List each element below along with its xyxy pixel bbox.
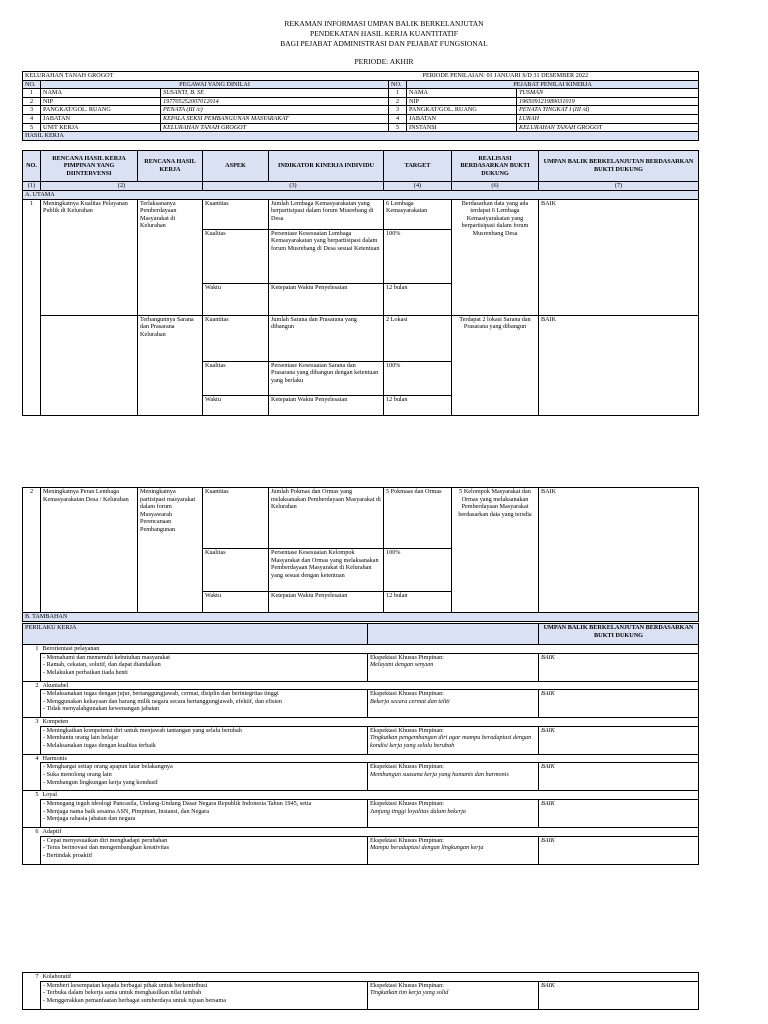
ekspektasi-label: Ekspektasi Khusus Pimpinan:: [370, 726, 444, 734]
perilaku-umpan: BAIK: [539, 981, 699, 1009]
aspek: Waktu: [203, 395, 269, 415]
perilaku-point: - Membantu orang lain belajar: [43, 734, 119, 742]
aspek: Kuantitas: [203, 199, 269, 229]
target: 5 Pokmaas dan Ormas: [384, 488, 452, 549]
umpan-balik: BAIK: [539, 199, 699, 315]
col-no: NO.: [389, 80, 407, 89]
perilaku-umpan: BAIK: [539, 763, 699, 791]
perilaku-point: - Suka menolong orang lain: [43, 770, 112, 778]
info-value: 197705252007012014: [161, 97, 389, 106]
col-num: (6): [452, 182, 539, 191]
ekspektasi-value: Tingkatkan pengembangan diri agar mampu beradaptasi dengan kondisi kerja yang selalu berubah: [370, 734, 532, 749]
hasil-kerja-table-continued: [22, 487, 699, 622]
perilaku-kerja-table: [22, 623, 699, 865]
info-value: KEPALA SEKSI PEMBANGUNAN MASYARAKAT: [161, 114, 389, 123]
col-aspek-header: ASPEK: [203, 151, 269, 182]
ekspektasi-label: Ekspektasi Khusus Pimpinan:: [370, 981, 444, 989]
indikator: Ketepatan Waktu Penyelesaian: [269, 395, 384, 415]
ekspektasi-label: Ekspektasi Khusus Pimpinan:: [370, 836, 444, 844]
info-no: 5: [389, 123, 407, 132]
ekspektasi-cell: [368, 799, 539, 827]
info-value: SUSANTI, B. SE: [161, 89, 389, 98]
perilaku-name: Kompeten: [41, 718, 699, 727]
perilaku-no-spacer: [23, 799, 41, 827]
perilaku-points: [41, 763, 368, 791]
hasil-kerja-table: [22, 150, 699, 416]
info-no: 2: [389, 97, 407, 106]
perilaku-no-spacer: [23, 726, 41, 754]
section-utama: A. UTAMA: [23, 191, 699, 200]
perilaku-point: - Menjaga rahasia jabatan dan negara: [43, 815, 136, 823]
row-no: 1: [23, 199, 41, 415]
perilaku-blank: [368, 624, 539, 645]
col-rhk-header: RENCANA HASIL KERJA: [138, 151, 203, 182]
col-no-header: NO.: [23, 151, 41, 182]
perilaku-point: - Tidak menyalahgunakan kewenangan jabatan: [43, 705, 160, 713]
info-no: 3: [23, 106, 41, 115]
indikator: Jumlah Lembaga Kemasyarakatan yang berpartisipasi dalam forum Musrebang di Desa: [269, 199, 384, 229]
rhk-pimpinan: Meningkatnya Peran Lembaga Kemasyarakatan Desa / Kelurahan: [41, 488, 138, 613]
perilaku-point: - Cepat menyesuaikan diri menghadapi perubahan: [43, 836, 168, 844]
ekspektasi-cell: [368, 763, 539, 791]
info-no: 4: [389, 114, 407, 123]
ekspektasi-cell: [368, 981, 539, 1009]
target: 100%: [384, 229, 452, 283]
target: 12 bulan: [384, 283, 452, 315]
col-num: (2): [41, 182, 203, 191]
perilaku-kerja-table-continued: [22, 972, 699, 1010]
perilaku-points: [41, 653, 368, 681]
col-realisasi-header: REALISASI BERDASARKAN BUKTI DUKUNG: [452, 151, 539, 182]
ekspektasi-label: Ekspektasi Khusus Pimpinan:: [370, 653, 444, 661]
perilaku-point: - Menggerakkan pemanfaatan berbagai sumberdaya untuk tujuan bersama: [43, 996, 226, 1004]
perilaku-umpan: BAIK: [539, 836, 699, 864]
perilaku-point: - Membangun lingkungan kerja yang kondusif: [43, 778, 158, 786]
perilaku-point: - Ramah, cekatan, solutif, dan dapat diandalkan: [43, 661, 161, 669]
perilaku-name: Akuntabel: [41, 681, 699, 690]
perilaku-point: - Menghargai setiap orang apapun latar belakangnya: [43, 763, 173, 771]
col-num: (3): [203, 182, 384, 191]
section-tambahan: B. TAMBAHAN: [23, 613, 699, 622]
perilaku-point: - Melaksanakan tugas dengan jujur, bertanggungjawab, cermat, disiplin dan berintegritas tinggi: [43, 690, 279, 698]
realisasi: Berdasarkan data yang ada terdapat 6 Lembaga Kemasiyarakatan yang berpartisipasi dalam forum Musrenbang Desa: [452, 199, 539, 315]
perilaku-points: [41, 799, 368, 827]
info-label: JABATAN: [407, 114, 517, 123]
perilaku-no-spacer: [23, 981, 41, 1009]
info-value: 196509121989031019: [517, 97, 699, 106]
info-no: 1: [389, 89, 407, 98]
indikator: Persentase Kesesuaian Lembaga Kemasyarakatan yang berpartisipasi dalam forum Musrebang di Desa sesuai Ketentuan: [269, 229, 384, 283]
perilaku-point: - Menjaga nama baik sesama ASN, Pimpinan, Instansi, dan Negara: [43, 807, 209, 815]
indikator: Jumlah Sarana dan Prasarana yang dibangun: [269, 315, 384, 361]
perilaku-no-spacer: [23, 653, 41, 681]
perilaku-point: - Melakukan perbaikan tiada henti: [43, 668, 128, 676]
info-label: INSTANSI: [407, 123, 517, 132]
perilaku-point: - Memberi kesempatan kepada berbagai pihak untuk berkontribusi: [43, 981, 208, 989]
ekspektasi-value: Mampu beradaptasi dengan lingkungan kerja: [370, 844, 484, 852]
perilaku-title: PERILAKU KERJA: [23, 624, 368, 645]
doc-subtitle-2: BAGI PEJABAT ADMINISTRASI DAN PEJABAT FUNGSIONAL: [280, 39, 488, 48]
info-value: TUSMAN: [517, 89, 699, 98]
target: 12 bulan: [384, 592, 452, 613]
perilaku-points: [41, 981, 368, 1009]
ekspektasi-cell: [368, 653, 539, 681]
perilaku-no: 1: [23, 645, 41, 654]
aspek: Kualitas: [203, 549, 269, 592]
info-value: PENATA (III /c): [161, 106, 389, 115]
target: 100%: [384, 361, 452, 395]
info-no: 3: [389, 106, 407, 115]
indikator: Jumlah Pokmas dan Ormas yang melaksanakan Pemberdayaan Masyarakat di Kelurahan: [269, 488, 384, 549]
perilaku-umpan: BAIK: [539, 690, 699, 718]
perilaku-umpan: BAIK: [539, 726, 699, 754]
perilaku-no: 5: [23, 791, 41, 800]
doc-title: REKAMAN INFORMASI UMPAN BALIK BERKELANJUTAN: [284, 19, 484, 28]
info-no: 2: [23, 97, 41, 106]
periode-penilaian: PERIODE PENILAIAN: 01 JANUARI S/D 31 DESEMBER 2022: [389, 72, 699, 81]
perilaku-point: - Melaksanakan tugas dengan kualitas terbaik: [43, 741, 156, 749]
perilaku-point: - Menggunakan kekayaan dan barang milik negara secara bertanggungjawab, efektif, dan efisien: [43, 697, 282, 705]
unit-name: KELURAHAN TANAH GROGOT: [23, 72, 389, 81]
perilaku-point: - Meningkatkan kompetensi diri untuk menjawab tantangan yang selalu berubah: [43, 726, 242, 734]
perilaku-name: Kolaboratif: [41, 973, 699, 982]
realisasi: 5 Kelompok Masyarakat dan Ormas yang melaksanakan Pemberdayaan Masyarakat berdasarkan data yang tersdia: [452, 488, 539, 613]
rhk-pimpinan: [41, 315, 138, 415]
perilaku-name: Harmonis: [41, 754, 699, 763]
aspek: Kuantitas: [203, 488, 269, 549]
perilaku-point: - Terbuka dalam bekerja sama untuk menghasilkan nilai tambah: [43, 989, 202, 997]
perilaku-name: Adaptif: [41, 827, 699, 836]
ekspektasi-value: Bekerja secara cermat dan teliti: [370, 697, 450, 705]
target: 12 bulan: [384, 395, 452, 415]
col-indikator-header: INDIKATOR KINERJA INDIVIDU: [269, 151, 384, 182]
perilaku-no: 7: [23, 973, 41, 982]
perilaku-umpan-header: UMPAN BALIK BERKELANJUTAN BERDASARKAN BUKTI DUKUNG: [539, 624, 699, 645]
umpan-balik: BAIK: [539, 315, 699, 415]
perilaku-no-spacer: [23, 836, 41, 864]
pejabat-title: PEJABAT PENILAI KINERJA: [407, 80, 699, 89]
perilaku-point: - Bertindak proaktif: [43, 851, 93, 859]
indikator: Ketepatan Waktu Penyelesaian: [269, 283, 384, 315]
col-num: (1): [23, 182, 41, 191]
col-num: (4): [384, 182, 452, 191]
ekspektasi-label: Ekspektasi Khusus Pimpinan:: [370, 763, 444, 771]
ekspektasi-label: Ekspektasi Khusus Pimpinan:: [370, 690, 444, 698]
perilaku-points: [41, 690, 368, 718]
ekspektasi-value: Melayani dengan senyum: [370, 661, 434, 669]
aspek: Waktu: [203, 283, 269, 315]
col-target-header: TARGET: [384, 151, 452, 182]
target: 2 Lokasi: [384, 315, 452, 361]
perilaku-no: 3: [23, 718, 41, 727]
info-label: PANGKAT/GOL. RUANG: [41, 106, 161, 115]
aspek: Kualitas: [203, 361, 269, 395]
info-label: JABATAN: [41, 114, 161, 123]
info-table: [22, 71, 699, 141]
target: 100%: [384, 549, 452, 592]
col-no: NO.: [23, 80, 41, 89]
section-hasil-kerja: HASIL KERJA: [23, 132, 699, 141]
pegawai-title: PEGAWAI YANG DINILAI: [41, 80, 389, 89]
rhk: Terlaksananya Pemberdayaan Masyarakat di Kelurahan: [138, 199, 203, 315]
info-value: PENATA TINGKAT I (III /d): [517, 106, 699, 115]
rhk: Terbangunnya Sarana dan Prasarana Kelurahan: [138, 315, 203, 415]
perilaku-no-spacer: [23, 690, 41, 718]
perilaku-name: Berorientasi pelayanan: [41, 645, 699, 654]
ekspektasi-value: Membangun suasana kerja yang humanis dan harmonis: [370, 770, 509, 778]
perilaku-no: 4: [23, 754, 41, 763]
perilaku-point: - Memahami dan memenuhi kebutuhan masyarakat: [43, 653, 170, 661]
indikator: Persentase Kesesuaian Sarana dan Prasarana yang dibangun dengan ketentuan yang berlaku: [269, 361, 384, 395]
perilaku-umpan: BAIK: [539, 799, 699, 827]
info-value: KELURAHAN TANAH GROGOT: [517, 123, 699, 132]
info-no: 5: [23, 123, 41, 132]
perilaku-umpan: BAIK: [539, 653, 699, 681]
doc-periode: PERIODE: AKHIR: [354, 57, 414, 66]
info-label: NIP: [41, 97, 161, 106]
target: 6 Lembaga Kemasyarakatan: [384, 199, 452, 229]
col-rhk-pimpinan-header: RENCANA HASIL KERJA PIMPINAN YANG DIINTERVENSI: [41, 151, 138, 182]
ekspektasi-cell: [368, 690, 539, 718]
perilaku-no: 2: [23, 681, 41, 690]
ekspektasi-cell: [368, 836, 539, 864]
aspek: Kuantitas: [203, 315, 269, 361]
ekspektasi-value: Junjung tinggi loyalitas dalam bekerja: [370, 807, 466, 815]
info-label: NIP: [407, 97, 517, 106]
info-value: KELURAHAN TANAH GROGOT: [161, 123, 389, 132]
ekspektasi-cell: [368, 726, 539, 754]
aspek: Kualitas: [203, 229, 269, 283]
row-no: 2: [23, 488, 41, 613]
rhk: Meningkatnya partisipasi masyarakat dalam forum Musyawarah Perencanaan Pembangunan: [138, 488, 203, 613]
info-value: LURAH: [517, 114, 699, 123]
perilaku-name: Loyal: [41, 791, 699, 800]
ekspektasi-label: Ekspektasi Khusus Pimpinan:: [370, 799, 444, 807]
info-label: PANGKAT/GOL. RUANG: [407, 106, 517, 115]
col-num: (7): [539, 182, 699, 191]
perilaku-no-spacer: [23, 763, 41, 791]
perilaku-point: - Memegang teguh ideologi Pancasila, Undang-Undang Dasar Negara Republik Indonesia Tahun 1945, setia: [43, 799, 312, 807]
indikator: Ketepatan Waktu Penyelesaian: [269, 592, 384, 613]
realisasi: Terdapat 2 lokasi Sarana dan Prasarana yang dibangun: [452, 315, 539, 415]
ekspektasi-value: Tingkatkan tim kerja yang solid: [370, 989, 449, 997]
info-no: 1: [23, 89, 41, 98]
perilaku-points: [41, 836, 368, 864]
col-umpan-header: UMPAN BALIK BERKELANJUTAN BERDASARKAN BUKTI DUKUNG: [539, 151, 699, 182]
doc-subtitle: PENDEKATAN HASIL KERJA KUANTITATIF: [310, 29, 458, 38]
perilaku-no: 6: [23, 827, 41, 836]
info-label: NAMA: [407, 89, 517, 98]
umpan-balik: BAIK: [539, 488, 699, 613]
aspek: Waktu: [203, 592, 269, 613]
rhk-pimpinan: Meningkatnya Kualitas Pelayanan Publik di Kelurahan: [41, 199, 138, 315]
info-label: UNIT KERJA: [41, 123, 161, 132]
perilaku-point: - Terus berinovasi dan mengembangkan kreativitas: [43, 844, 170, 852]
indikator: Persentase Kesesuaian Kelompok Masyarakat dan Ormas yang melaksanakan Pemberdayaan Masyarakat di Kelurahan yang sesuai dengan ketentuan: [269, 549, 384, 592]
perilaku-points: [41, 726, 368, 754]
info-no: 4: [23, 114, 41, 123]
info-label: NAMA: [41, 89, 161, 98]
